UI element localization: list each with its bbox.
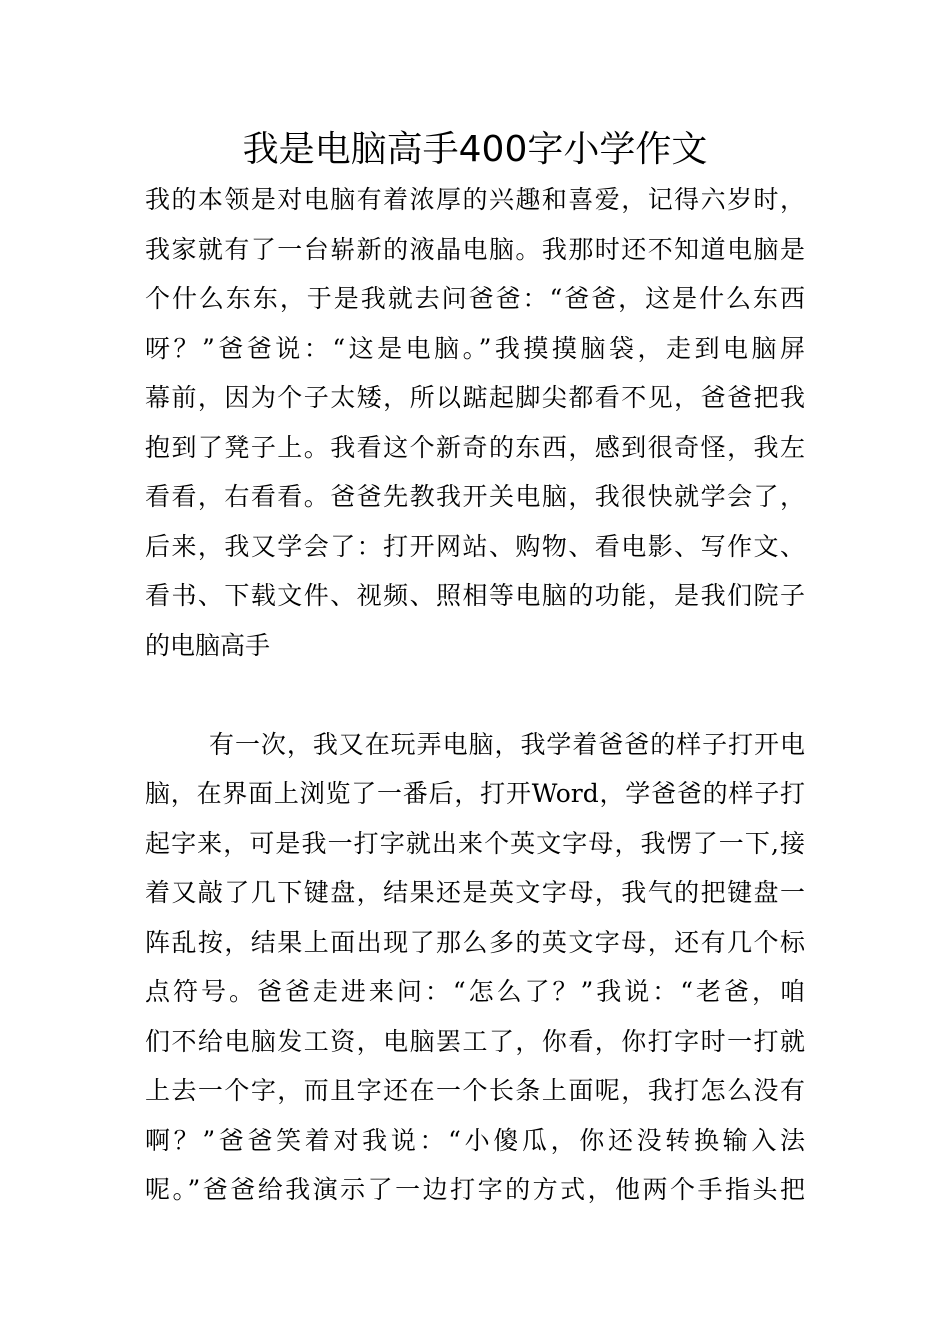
paragraph-2-line-7: 们不给电脑发工资，电脑罢工了，你看，你打字时一打就 [145, 1026, 805, 1056]
paragraph-1-line-2: 我家就有了一台崭新的液晶电脑。我那时还不知道电脑是 [145, 234, 805, 264]
document-title: 我是电脑高手400字小学作文 [242, 129, 708, 170]
paragraph-2-line-10: 呢。”爸爸给我演示了一边打字的方式，他两个手指头把 [145, 1175, 805, 1204]
paragraph-2-line-1: 有一次，我又在玩弄电脑，我学着爸爸的样子打开电 [209, 729, 805, 759]
paragraph-1-line-8: 后来，我又学会了：打开网站、购物、看电影、写作文、 [145, 531, 805, 561]
paragraph-2-line-3: 起字来，可是我一打字就出来个英文字母，我愣了一下,接 [145, 828, 805, 858]
paragraph-1-line-5: 幕前，因为个子太矮，所以踮起脚尖都看不见，爸爸把我 [145, 383, 805, 412]
paragraph-1-line-9: 看书、下载文件、视频、照相等电脑的功能，是我们院子 [145, 581, 805, 610]
paragraph-gap [145, 675, 805, 725]
paragraph-2-line-5: 阵乱按，结果上面出现了那么多的英文字母，还有几个标 [145, 927, 805, 957]
paragraph-2-line-8: 上去一个字，而且字还在一个长条上面呢，我打怎么没有 [145, 1076, 805, 1105]
paragraph-1-line-7: 看看，右看看。爸爸先教我开关电脑，我很快就学会了， [145, 482, 805, 511]
paragraph-1-line-10: 的电脑高手 [145, 630, 271, 660]
paragraph-2-line-6: 点符号。爸爸走进来问：“怎么了？”我说：“老爸，咱 [145, 977, 805, 1006]
document-body [145, 180, 805, 1220]
paragraph-1-line-3: 个什么东东，于是我就去问爸爸：“爸爸，这是什么东西 [145, 284, 805, 313]
paragraph-2-line-9: 啊？”爸爸笑着对我说：“小傻瓜，你还没转换输入法 [145, 1125, 805, 1155]
paragraph-1-line-6: 抱到了凳子上。我看这个新奇的东西，感到很奇怪，我左 [145, 432, 805, 462]
paragraph-2-line-4: 着又敲了几下键盘，结果还是英文字母，我气的把键盘一 [145, 878, 805, 907]
paragraph-1-line-1: 我的本领是对电脑有着浓厚的兴趣和喜爱，记得六岁时， [145, 185, 805, 214]
paragraph-1-line-4: 呀？”爸爸说：“这是电脑。”我摸摸脑袋，走到电脑屏 [145, 333, 805, 363]
paragraph-2-line-2: 脑，在界面上浏览了一番后，打开Word，学爸爸的样子打 [145, 779, 805, 808]
